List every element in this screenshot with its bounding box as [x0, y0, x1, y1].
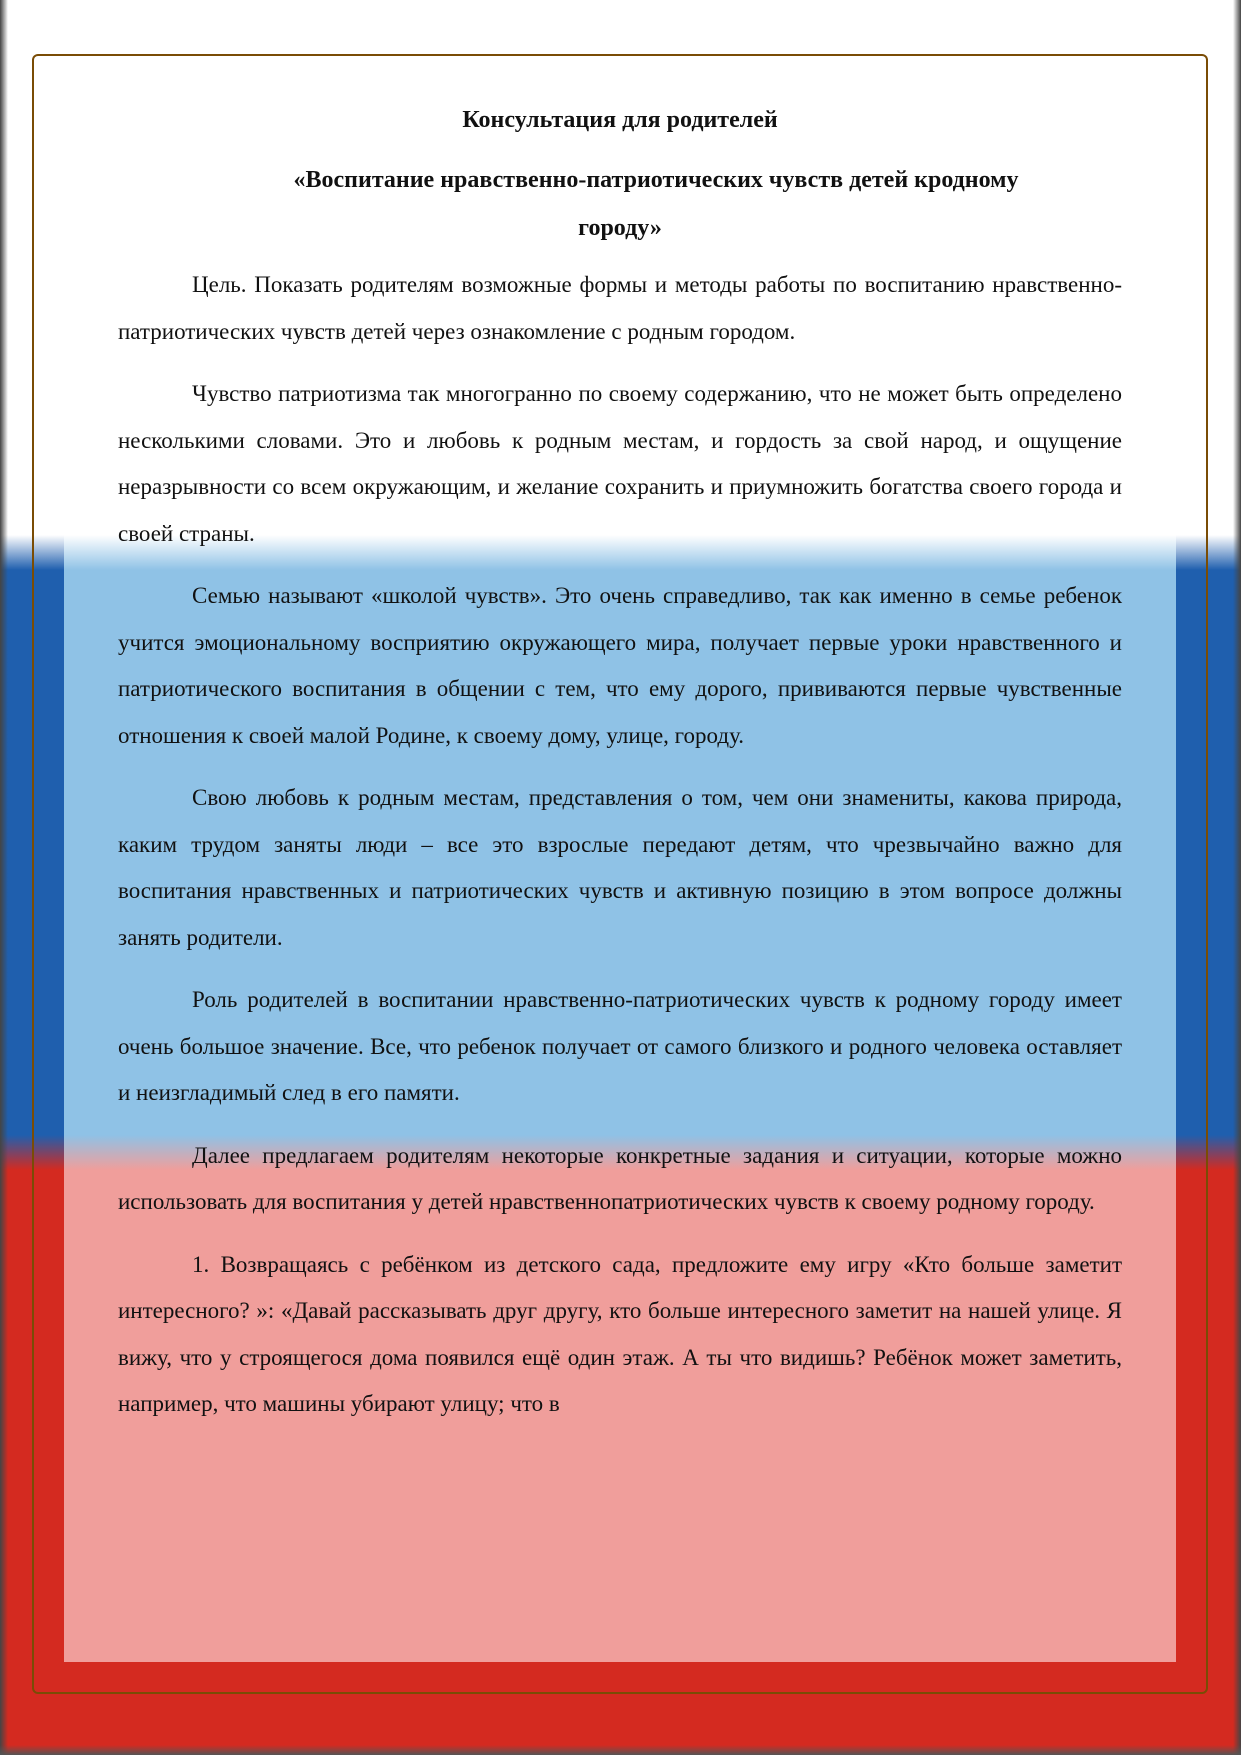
document-heading: Консультация для родителей — [462, 107, 778, 133]
page-edge-shadow-bottom — [0, 1745, 1241, 1755]
paragraph-parents-role: Роль родителей в воспитании нравственно-патриотических чувств к родному городу имеет очень большое значение. Все, что ребенок получает от самого близкого и родного человека оставляет и неизгладимый след в его памяти. — [118, 987, 1122, 1105]
paragraph-patriotism: Чувство патриотизма так многогранно по своему содержанию, что не может быть определено несколькими словами. Это и любовь к родным местам, и гордость за свой народ, и ощущение неразрывности со всем окружающим, и желание сохранить и приумножить богатства своего города и своей страны. — [118, 381, 1122, 546]
document-title-line1: «Воспитание нравственно-патриотических чувств детей кродному — [293, 167, 1019, 193]
page-edge-shadow-left — [0, 0, 8, 1755]
page-edge-shadow-right — [1233, 0, 1241, 1755]
paragraph-love-native-places: Свою любовь к родным местам, представления о том, чем они знамениты, какова природа, каким трудом заняты люди – все это взрослые передают детям, что чрезвычайно важно для воспитания нравственных и патриотических чувств и активную позицию в этом вопросе должны занять родители. — [118, 785, 1122, 950]
paragraph-goal: Цель. Показать родителям возможные формы и методы работы по воспитанию нравственно-патриотических чувств детей через ознакомление с родным городом. — [118, 272, 1122, 344]
document-body — [118, 104, 1122, 1428]
paragraph-family: Семью называют «школой чувств». Это очень справедливо, так как именно в семье ребенок учится эмоциональному восприятию окружающего мира, получает первые уроки нравственного и патриотического воспитания в общении с тем, что ему дорого, прививаются первые чувственные отношения к своей малой Родине, к своему дому, улице, городу. — [118, 583, 1122, 748]
paragraph-tasks-intro: Далее предлагаем родителям некоторые конкретные задания и ситуации, которые можно использовать для воспитания у детей нравственнопатриотических чувств к своему родному городу. — [118, 1142, 1122, 1214]
document-title-line2: городу» — [578, 215, 662, 241]
paragraph-task-1: 1. Возвращаясь с ребёнком из детского сада, предложите ему игру «Кто больше заметит интересного? »: «Давай рассказывать друг другу, кто больше интересного заметит на нашей улице. Я вижу, что у строящегося дома появился ещё один этаж. А ты что видишь? Ребёнок может заметить, например, что машины убирают улицу; что в — [118, 1251, 1122, 1416]
document-title — [118, 156, 1122, 252]
